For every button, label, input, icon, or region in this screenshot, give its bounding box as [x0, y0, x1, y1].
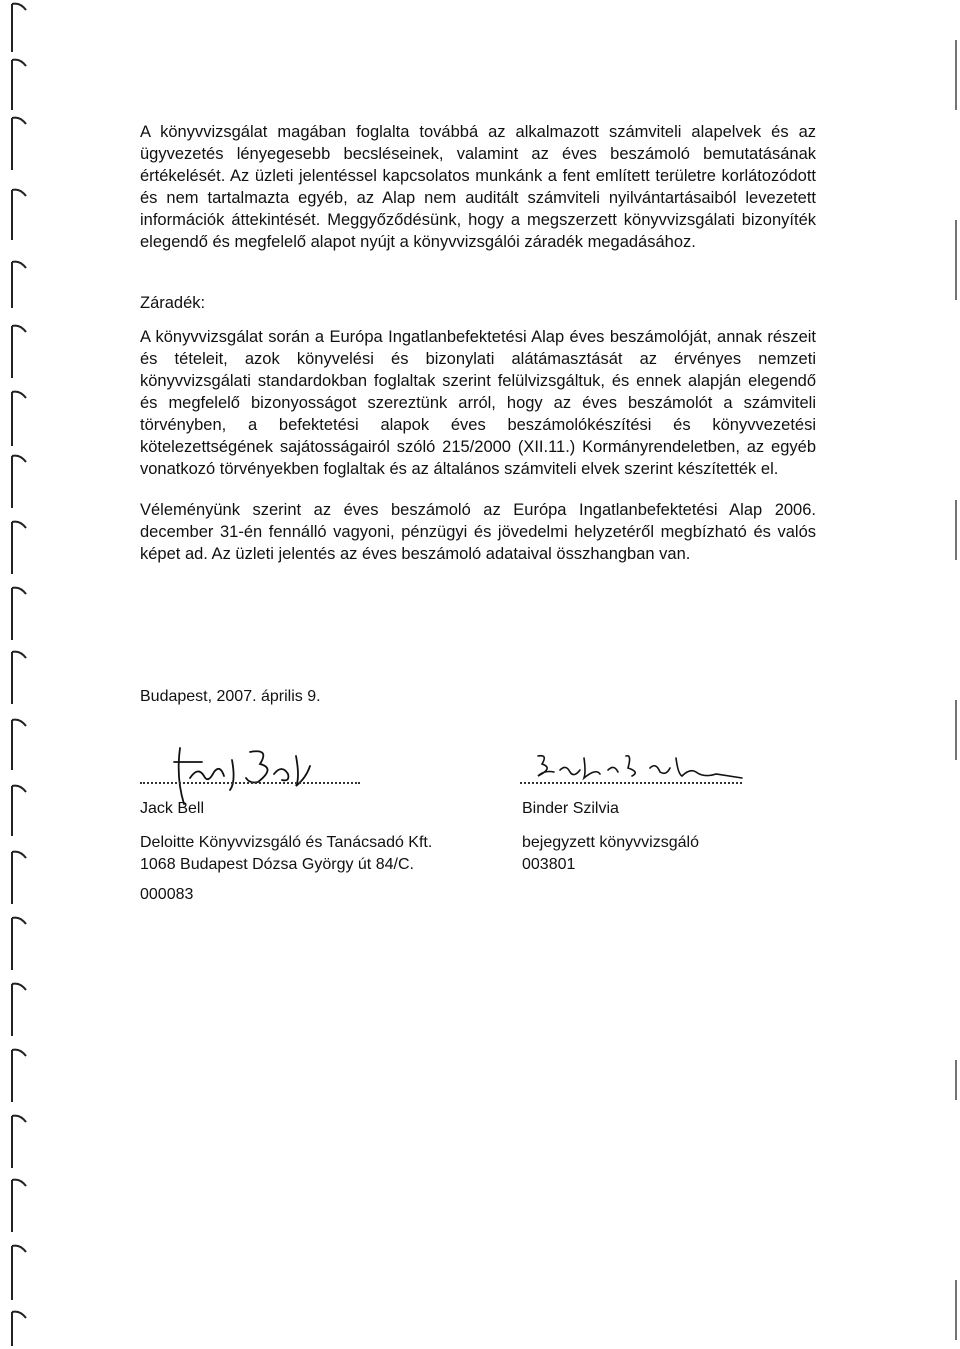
signatory-left-address: 1068 Budapest Dózsa György út 84/C. [140, 856, 414, 873]
signatory-left-firm: Deloitte Könyvvizsgáló és Tanácsadó Kft. [140, 834, 433, 851]
scan-page-edge-marks [0, 0, 40, 1349]
signatory-right-registration: 003801 [522, 856, 576, 873]
intro-paragraph: A könyvvizsgálat magában foglalta továbbá az alkalmazott számviteli alapelvek és az ügyvezetés lényegesebb becsléseinek, valamint az éves beszámoló bemutatásának értékelését. Az üzleti jelentéssel kapcsolatos munkánk a fent említett területre korlátozódott és nem tartalmazta egyéb, az Alap nem auditált számviteli nyilvántartásaiból levezetett információk áttekintését. Meggyőződésünk, hogy a megszerzett könyvvizsgálati bizonyíték elegendő és megfelelő alapot nyújt a könyvvizsgálói záradék megadásához. [140, 123, 816, 251]
opinion-paragraph: Véleményünk szerint az éves beszámoló az Európa Ingatlanbefektetési Alap 2006. december 31-én fennálló vagyoni, pénzügyi és jövedelmi helyzetéről megbízható és valós képet ad. Az üzleti jelentés az éves beszámoló adataival összhangban van. [140, 501, 816, 563]
signatory-right-name: Binder Szilvia [522, 800, 619, 817]
signature-line-left [140, 782, 360, 788]
clause-paragraph: A könyvvizsgálat során a Európa Ingatlanbefektetési Alap éves beszámolóját, annak részeit és tételeit, azok könyvelési és bizonylati alátámasztását az érvényes nemzeti könyvvizsgálati standardokban foglaltak szerint felülvizsgáltuk, és ennek alapján elegendő és megfelelő bizonyosságot szereztünk arról, hogy az éves beszámolót a számviteli törvényben, a befektetési alapok éves beszámolókészítési és könyvvezetési kötelezettségének sajátosságairól szóló 215/2000 (XII.11.) Kormányrendeletben, az egyéb vonatkozó törvényekben foglaltak és az általános számviteli elvek szerint készítették el. [140, 328, 816, 478]
signatory-left-registration: 000083 [140, 886, 194, 903]
section-heading-zaradek: Záradék: [140, 294, 206, 312]
signatory-right-block [522, 798, 699, 876]
signatory-left-block [140, 798, 432, 906]
signatory-left-name: Jack Bell [140, 800, 205, 817]
signatory-right-title: bejegyzett könyvvizsgáló [522, 834, 699, 851]
place-and-date: Budapest, 2007. április 9. [140, 688, 321, 705]
signature-line-right [520, 782, 742, 788]
scan-right-edge-marks [950, 0, 960, 1349]
